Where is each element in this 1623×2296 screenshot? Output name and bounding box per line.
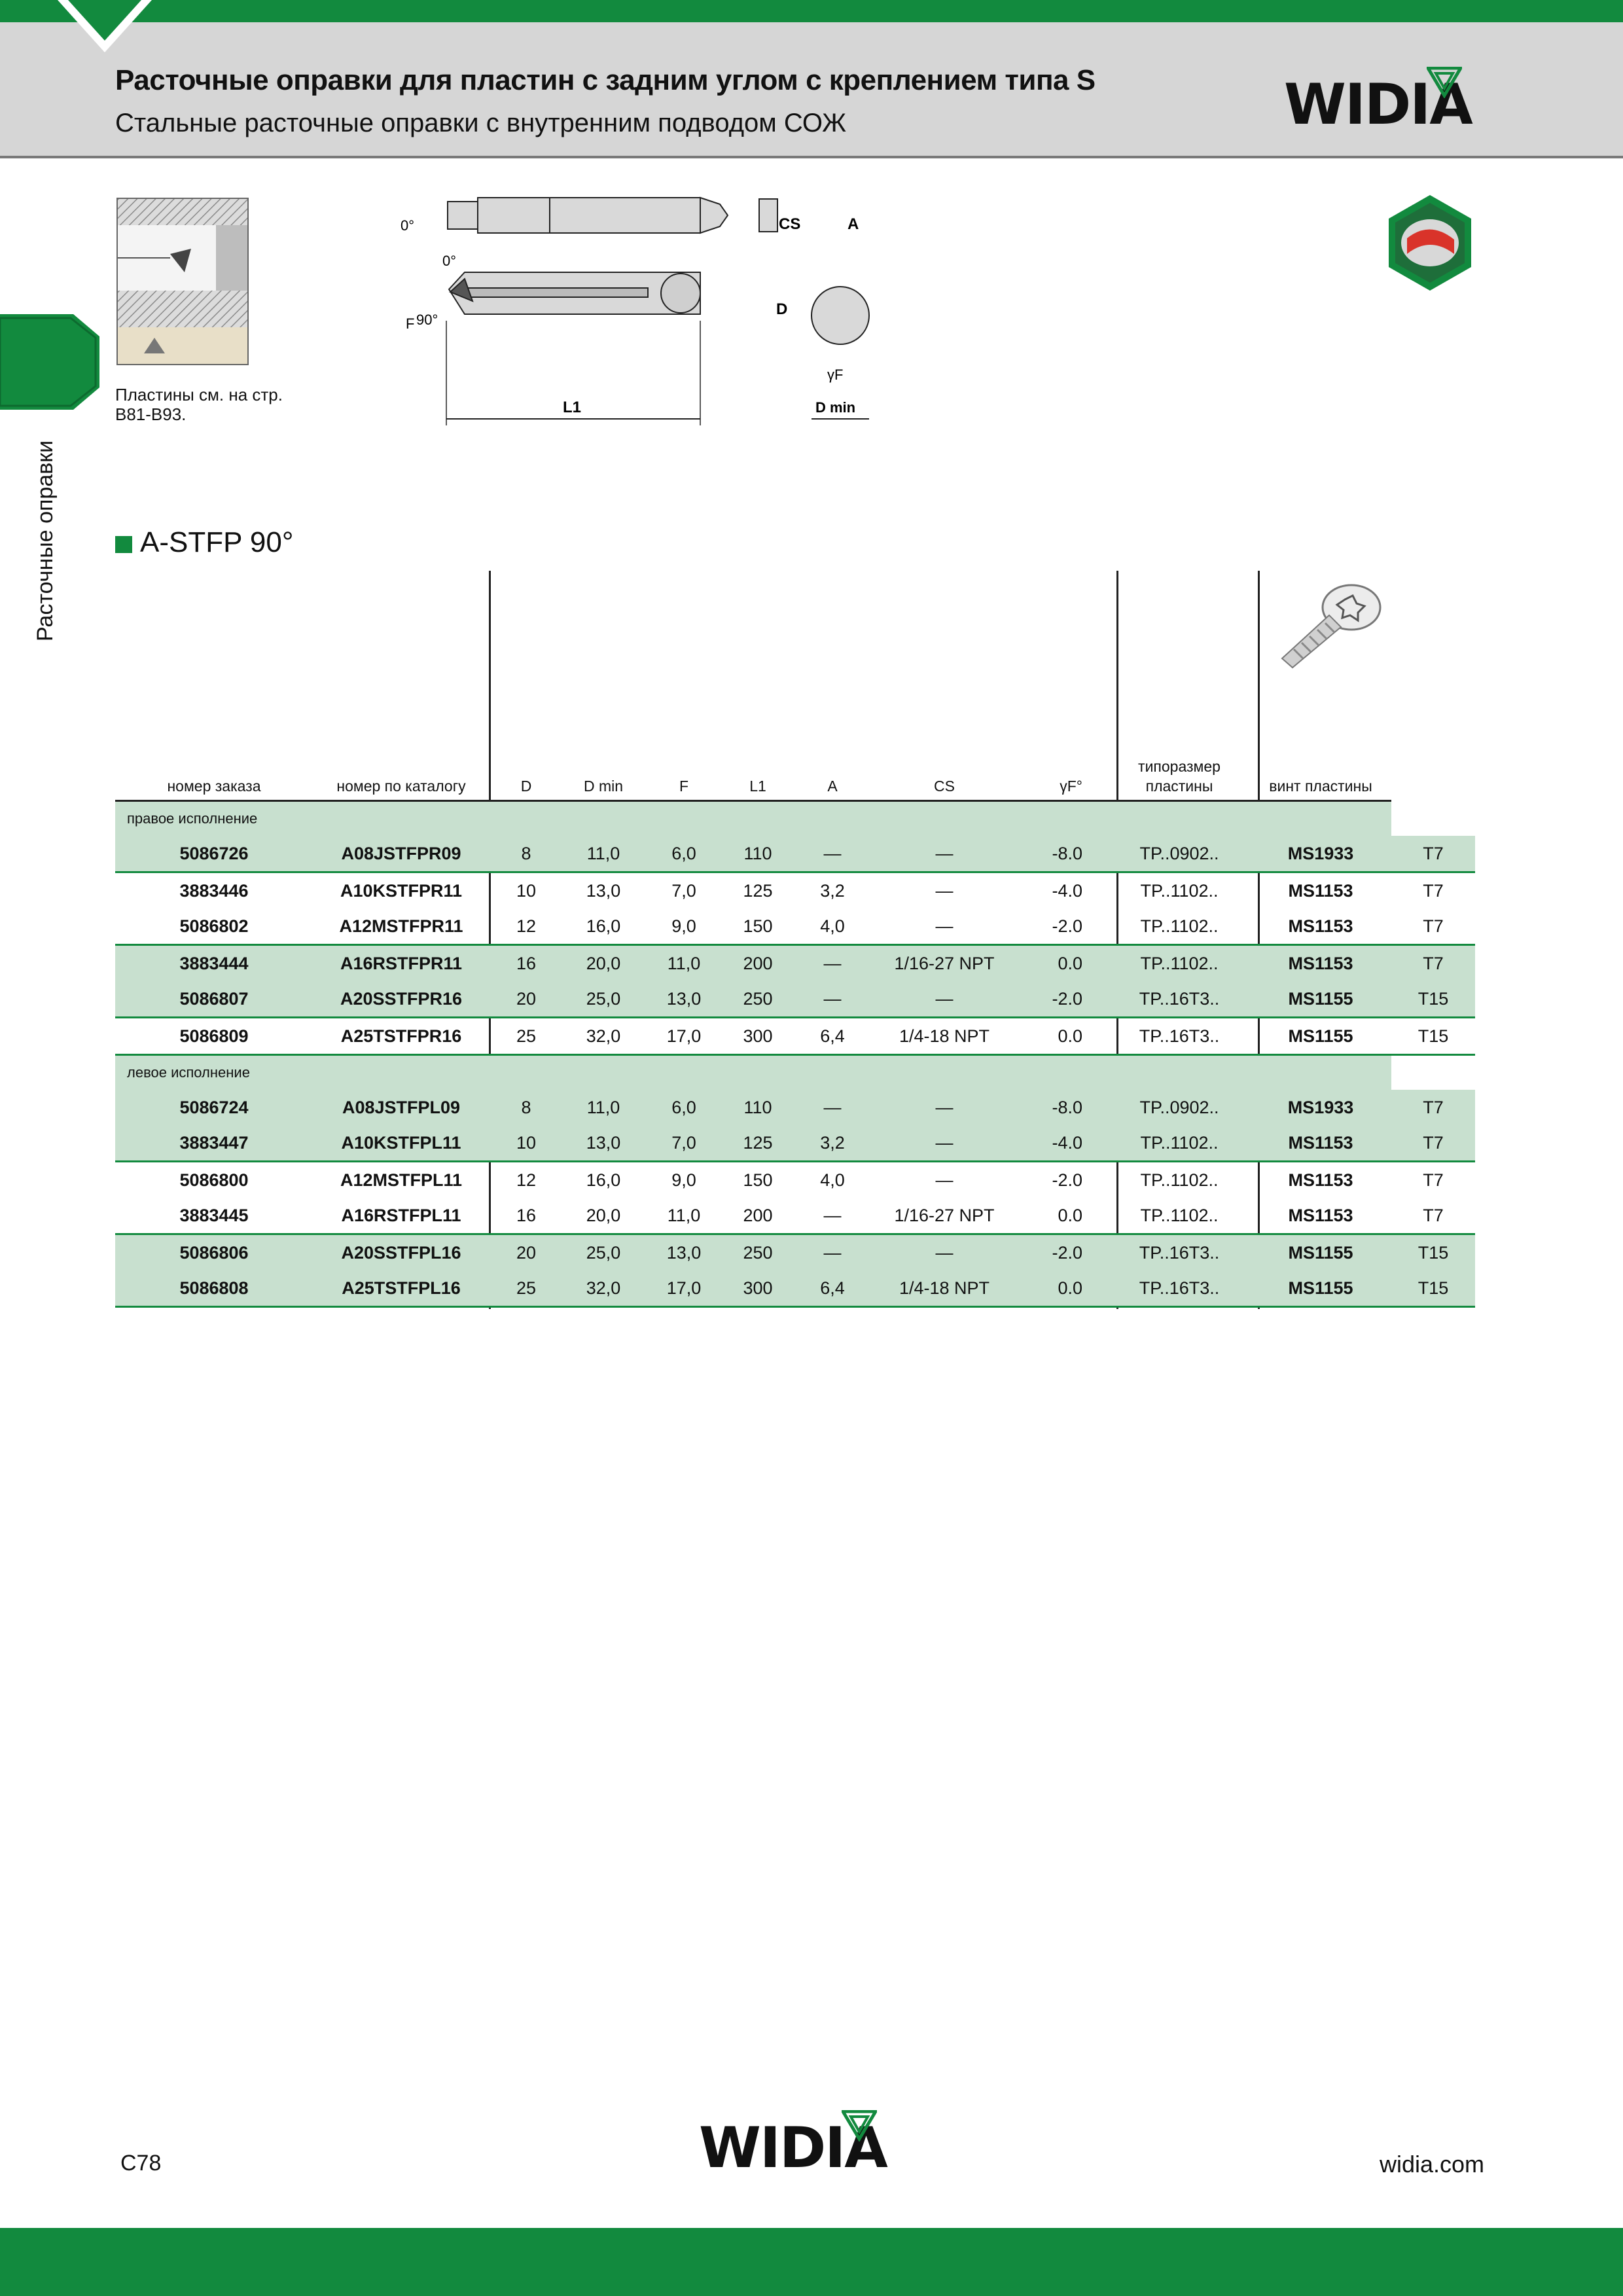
- cell-a: 4,0: [820, 1170, 845, 1190]
- cell-insert-size: TP..16T3..: [1109, 1234, 1250, 1271]
- cell-order-number: 3883445: [115, 1198, 313, 1234]
- cell-a: —: [792, 1090, 873, 1125]
- cell-cs: —: [935, 1170, 954, 1190]
- cell-d: 20: [490, 981, 563, 1018]
- cell-l1: 250: [724, 981, 792, 1018]
- table-group-header: [115, 1055, 1475, 1090]
- cell-d: 10: [490, 1125, 563, 1162]
- cell-a: —: [792, 981, 873, 1018]
- cell-d: 12: [516, 1170, 537, 1190]
- cell-d-min: 11,0: [563, 1090, 644, 1125]
- table-group-header: [115, 801, 1475, 836]
- cell-d-min: 16,0: [586, 1170, 621, 1190]
- col-header-l1: L1: [724, 571, 792, 801]
- bar-end-view: [812, 287, 869, 344]
- drawing-cs-label: CS: [779, 215, 801, 233]
- cell-d-min: 32,0: [563, 1018, 644, 1055]
- footer-widia-triangles-icon: [842, 2110, 877, 2142]
- cell-catalog-number: A20SSTFPR16: [313, 981, 490, 1018]
- cell-cs: 1/4-18 NPT: [873, 1270, 1016, 1307]
- cell-torx: T7: [1423, 880, 1444, 901]
- cell-l1: 125: [743, 880, 773, 901]
- cell-cs: —: [873, 981, 1016, 1018]
- cell-torx: T7: [1391, 1125, 1475, 1162]
- cell-f: 6,0: [644, 836, 724, 872]
- cell-gamma-f: -4.0: [1052, 880, 1082, 901]
- cell-screw: MS1155: [1250, 981, 1391, 1018]
- cell-d-min: 13,0: [563, 1125, 644, 1162]
- cell-a: 6,4: [792, 1270, 873, 1307]
- cell-order-number: 3883446: [179, 880, 249, 901]
- cell-order-number: 3883447: [115, 1125, 313, 1162]
- brand-logo: [1284, 72, 1472, 137]
- top-accent-bar: [0, 0, 1623, 22]
- drawing-l1-label: L1: [563, 399, 582, 416]
- cell-gamma-f: -8.0: [1016, 1090, 1109, 1125]
- cell-insert-size: TP..1102..: [1140, 880, 1219, 901]
- page-title: Расточные оправки для пластин с задним углом с креплением типа S: [115, 64, 1096, 96]
- internal-coolant-badge-icon: [1381, 194, 1479, 292]
- cell-torx: T7: [1391, 908, 1475, 945]
- cell-insert-size: TP..1102..: [1109, 908, 1250, 945]
- cell-gamma-f: -2.0: [1016, 981, 1109, 1018]
- cell-a: —: [792, 945, 873, 982]
- table-row: [115, 1125, 1475, 1162]
- cell-order-number: 5086809: [115, 1018, 313, 1055]
- cell-l1: 300: [724, 1270, 792, 1307]
- table-row: [115, 1270, 1475, 1307]
- cell-f: 7,0: [644, 1125, 724, 1162]
- cell-insert-size: TP..1102..: [1140, 1170, 1219, 1190]
- cell-l1: 110: [724, 1090, 792, 1125]
- side-tab-marker: [0, 314, 99, 410]
- section-title-text: A-STFP 90°: [140, 526, 294, 558]
- cell-insert-size: TP..16T3..: [1109, 1018, 1250, 1055]
- cell-catalog-number: A25TSTFPR16: [313, 1018, 490, 1055]
- insert-reference-note: Пластины см. на стр. B81-B93.: [115, 385, 283, 424]
- cell-l1: 150: [724, 908, 792, 945]
- drawing-d-label: D: [776, 300, 788, 318]
- cell-screw: MS1153: [1288, 1170, 1353, 1190]
- cell-d-min: 20,0: [563, 945, 644, 982]
- cell-l1: 110: [724, 836, 792, 872]
- col-header-insert-size: типоразмер пластины: [1109, 571, 1250, 801]
- cell-torx: T15: [1391, 1234, 1475, 1271]
- cell-order-number: 5086802: [115, 908, 313, 945]
- cell-insert-size: TP..1102..: [1109, 1125, 1250, 1162]
- cell-catalog-number: A08JSTFPR09: [313, 836, 490, 872]
- cell-a: —: [792, 1198, 873, 1234]
- cell-d: 10: [516, 880, 537, 901]
- section-square-icon: [115, 536, 132, 553]
- page-subtitle: Стальные расточные оправки с внутренним подводом СОЖ: [115, 109, 847, 137]
- cell-torx: T7: [1391, 836, 1475, 872]
- cell-cs: —: [873, 908, 1016, 945]
- cell-screw: MS1153: [1288, 880, 1353, 901]
- cell-cs: —: [873, 836, 1016, 872]
- cell-insert-size: TP..0902..: [1109, 1090, 1250, 1125]
- cell-f: 7,0: [671, 880, 696, 901]
- cell-d-min: 16,0: [563, 908, 644, 945]
- cell-torx: T7: [1423, 1170, 1444, 1190]
- cell-catalog-number: A20SSTFPL16: [313, 1234, 490, 1271]
- cell-f: 6,0: [644, 1090, 724, 1125]
- table-row: [115, 1198, 1475, 1234]
- cell-cs: —: [873, 1090, 1016, 1125]
- cell-screw: MS1153: [1250, 1198, 1391, 1234]
- side-section-label: Расточные оправки: [33, 440, 58, 641]
- group-label: правое исполнение: [115, 801, 1391, 836]
- cell-screw: MS1933: [1250, 1090, 1391, 1125]
- col-header-a: A: [792, 571, 873, 801]
- cell-d-min: 25,0: [563, 1234, 644, 1271]
- table-row: [115, 945, 1475, 982]
- cell-catalog-number: A16RSTFPR11: [313, 945, 490, 982]
- cell-a: —: [792, 836, 873, 872]
- cell-cs: 1/4-18 NPT: [873, 1018, 1016, 1055]
- col-header-gamma: γF°: [1016, 571, 1109, 801]
- cell-f: 13,0: [644, 981, 724, 1018]
- cell-order-number: 5086726: [115, 836, 313, 872]
- table-row: [115, 836, 1475, 872]
- cell-catalog-number: A12MSTFPL11: [340, 1170, 463, 1190]
- cell-order-number: 3883444: [115, 945, 313, 982]
- cell-order-number: 5086808: [115, 1270, 313, 1307]
- cell-d-min: 11,0: [563, 836, 644, 872]
- col-header-screw: винт пластины: [1250, 571, 1391, 801]
- cell-d-min: 32,0: [563, 1270, 644, 1307]
- cell-l1: 200: [724, 1198, 792, 1234]
- cell-cs: —: [873, 1125, 1016, 1162]
- table-row: [115, 1090, 1475, 1125]
- cell-catalog-number: A10KSTFPR11: [340, 880, 463, 901]
- cell-f: 13,0: [644, 1234, 724, 1271]
- footer-brand-logo: [699, 2115, 887, 2181]
- cell-d: 8: [490, 836, 563, 872]
- cell-d-min: 13,0: [586, 880, 621, 901]
- table-row: [115, 1162, 1475, 1198]
- cell-gamma-f: -2.0: [1052, 1170, 1082, 1190]
- cell-gamma-f: -2.0: [1016, 1234, 1109, 1271]
- cell-torx: T15: [1391, 1270, 1475, 1307]
- cell-torx: T7: [1391, 945, 1475, 982]
- product-spec-table: [115, 571, 1475, 1308]
- cell-a: 4,0: [792, 908, 873, 945]
- cell-f: 11,0: [644, 945, 724, 982]
- cell-order-number: 5086806: [115, 1234, 313, 1271]
- cell-cs: —: [935, 880, 954, 901]
- cell-d: 25: [490, 1018, 563, 1055]
- cell-l1: 250: [724, 1234, 792, 1271]
- drawing-angle-90: 90°: [416, 312, 438, 328]
- cell-torx: T7: [1391, 1198, 1475, 1234]
- cell-d-min: 20,0: [563, 1198, 644, 1234]
- cell-insert-size: TP..1102..: [1109, 945, 1250, 982]
- cell-screw: MS1155: [1250, 1234, 1391, 1271]
- cell-screw: MS1155: [1250, 1018, 1391, 1055]
- col-header-order: номер заказа: [115, 571, 313, 801]
- cell-screw: MS1933: [1250, 836, 1391, 872]
- cell-torx: T7: [1391, 1090, 1475, 1125]
- cell-gamma-f: 0.0: [1016, 1018, 1109, 1055]
- table-row: [115, 1018, 1475, 1055]
- col-header-dmin: D min: [563, 571, 644, 801]
- cell-a: 3,2: [820, 880, 845, 901]
- brand-logo-text: WIDIA: [1284, 72, 1472, 137]
- cell-a: 3,2: [792, 1125, 873, 1162]
- cell-cs: 1/16-27 NPT: [873, 1198, 1016, 1234]
- cell-f: 17,0: [644, 1270, 724, 1307]
- bottom-accent-bar: [0, 2228, 1623, 2296]
- cell-catalog-number: A12MSTFPR11: [313, 908, 490, 945]
- cell-order-number: 5086724: [115, 1090, 313, 1125]
- col-header-f: F: [644, 571, 724, 801]
- cell-gamma-f: -2.0: [1016, 908, 1109, 945]
- table-row: [115, 1234, 1475, 1271]
- drawing-f-label: F: [406, 315, 415, 332]
- drawing-angle-top: 0°: [401, 217, 415, 234]
- cell-insert-size: TP..0902..: [1109, 836, 1250, 872]
- cell-torx: T15: [1391, 1018, 1475, 1055]
- bore-section-icon: [118, 199, 247, 364]
- col-header-cs: CS: [873, 571, 1016, 801]
- cell-l1: 300: [724, 1018, 792, 1055]
- cell-d-min: 25,0: [563, 981, 644, 1018]
- bar-side-view: [449, 272, 700, 314]
- corner-notch-inner: [68, 0, 141, 41]
- cell-screw: MS1153: [1250, 1125, 1391, 1162]
- cell-gamma-f: 0.0: [1016, 1198, 1109, 1234]
- cell-d: 8: [490, 1090, 563, 1125]
- drawing-a-label: A: [847, 215, 859, 233]
- cell-f: 17,0: [644, 1018, 724, 1055]
- cell-order-number: 5086800: [179, 1170, 249, 1190]
- cell-insert-size: TP..1102..: [1109, 1198, 1250, 1234]
- cell-cs: —: [873, 1234, 1016, 1271]
- cell-cs: 1/16-27 NPT: [873, 945, 1016, 982]
- cell-d: 25: [490, 1270, 563, 1307]
- cell-catalog-number: A25TSTFPL16: [313, 1270, 490, 1307]
- cell-gamma-f: 0.0: [1016, 945, 1109, 982]
- cell-a: 6,4: [792, 1018, 873, 1055]
- col-header-catalog: номер по каталогу: [313, 571, 490, 801]
- drawing-angle-mid: 0°: [442, 253, 457, 269]
- cell-l1: 150: [743, 1170, 773, 1190]
- cell-insert-size: TP..16T3..: [1109, 1270, 1250, 1307]
- widia-triangles-icon: [1427, 67, 1462, 98]
- cell-screw: MS1153: [1250, 908, 1391, 945]
- table-header-row: [115, 571, 1475, 801]
- cell-l1: 200: [724, 945, 792, 982]
- drawing-gamma-label: γF: [827, 367, 844, 383]
- cell-catalog-number: A08JSTFPL09: [313, 1090, 490, 1125]
- cell-insert-size: TP..16T3..: [1109, 981, 1250, 1018]
- boring-bar-drawing: [366, 190, 890, 432]
- table-row: [115, 908, 1475, 945]
- group-label: левое исполнение: [115, 1055, 1391, 1090]
- page-number: C78: [120, 2151, 162, 2176]
- cell-screw: MS1155: [1250, 1270, 1391, 1307]
- cell-f: 11,0: [644, 1198, 724, 1234]
- page-header: [0, 22, 1623, 158]
- footer-brand-logo-text: WIDIA: [699, 2115, 887, 2181]
- cell-catalog-number: A16RSTFPL11: [313, 1198, 490, 1234]
- cell-d: 20: [490, 1234, 563, 1271]
- cell-torx: T15: [1391, 981, 1475, 1018]
- cell-gamma-f: 0.0: [1016, 1270, 1109, 1307]
- col-header-d: D: [490, 571, 563, 801]
- cell-gamma-f: -4.0: [1016, 1125, 1109, 1162]
- drawing-dmin-label: D min: [815, 399, 856, 416]
- cell-d: 12: [490, 908, 563, 945]
- bar-top-view: [448, 198, 728, 233]
- cell-d: 16: [490, 1198, 563, 1234]
- cell-order-number: 5086807: [115, 981, 313, 1018]
- cell-screw: MS1153: [1250, 945, 1391, 982]
- boring-bar-application-image: [116, 198, 249, 365]
- section-title: [115, 526, 293, 559]
- cell-gamma-f: -8.0: [1016, 836, 1109, 872]
- cell-d: 16: [490, 945, 563, 982]
- cell-a: —: [792, 1234, 873, 1271]
- cell-f: 9,0: [644, 908, 724, 945]
- website-link[interactable]: widia.com: [1380, 2151, 1485, 2178]
- cell-l1: 125: [724, 1125, 792, 1162]
- table-row: [115, 981, 1475, 1018]
- cell-f: 9,0: [671, 1170, 696, 1190]
- table-row: [115, 872, 1475, 909]
- cell-catalog-number: A10KSTFPL11: [313, 1125, 490, 1162]
